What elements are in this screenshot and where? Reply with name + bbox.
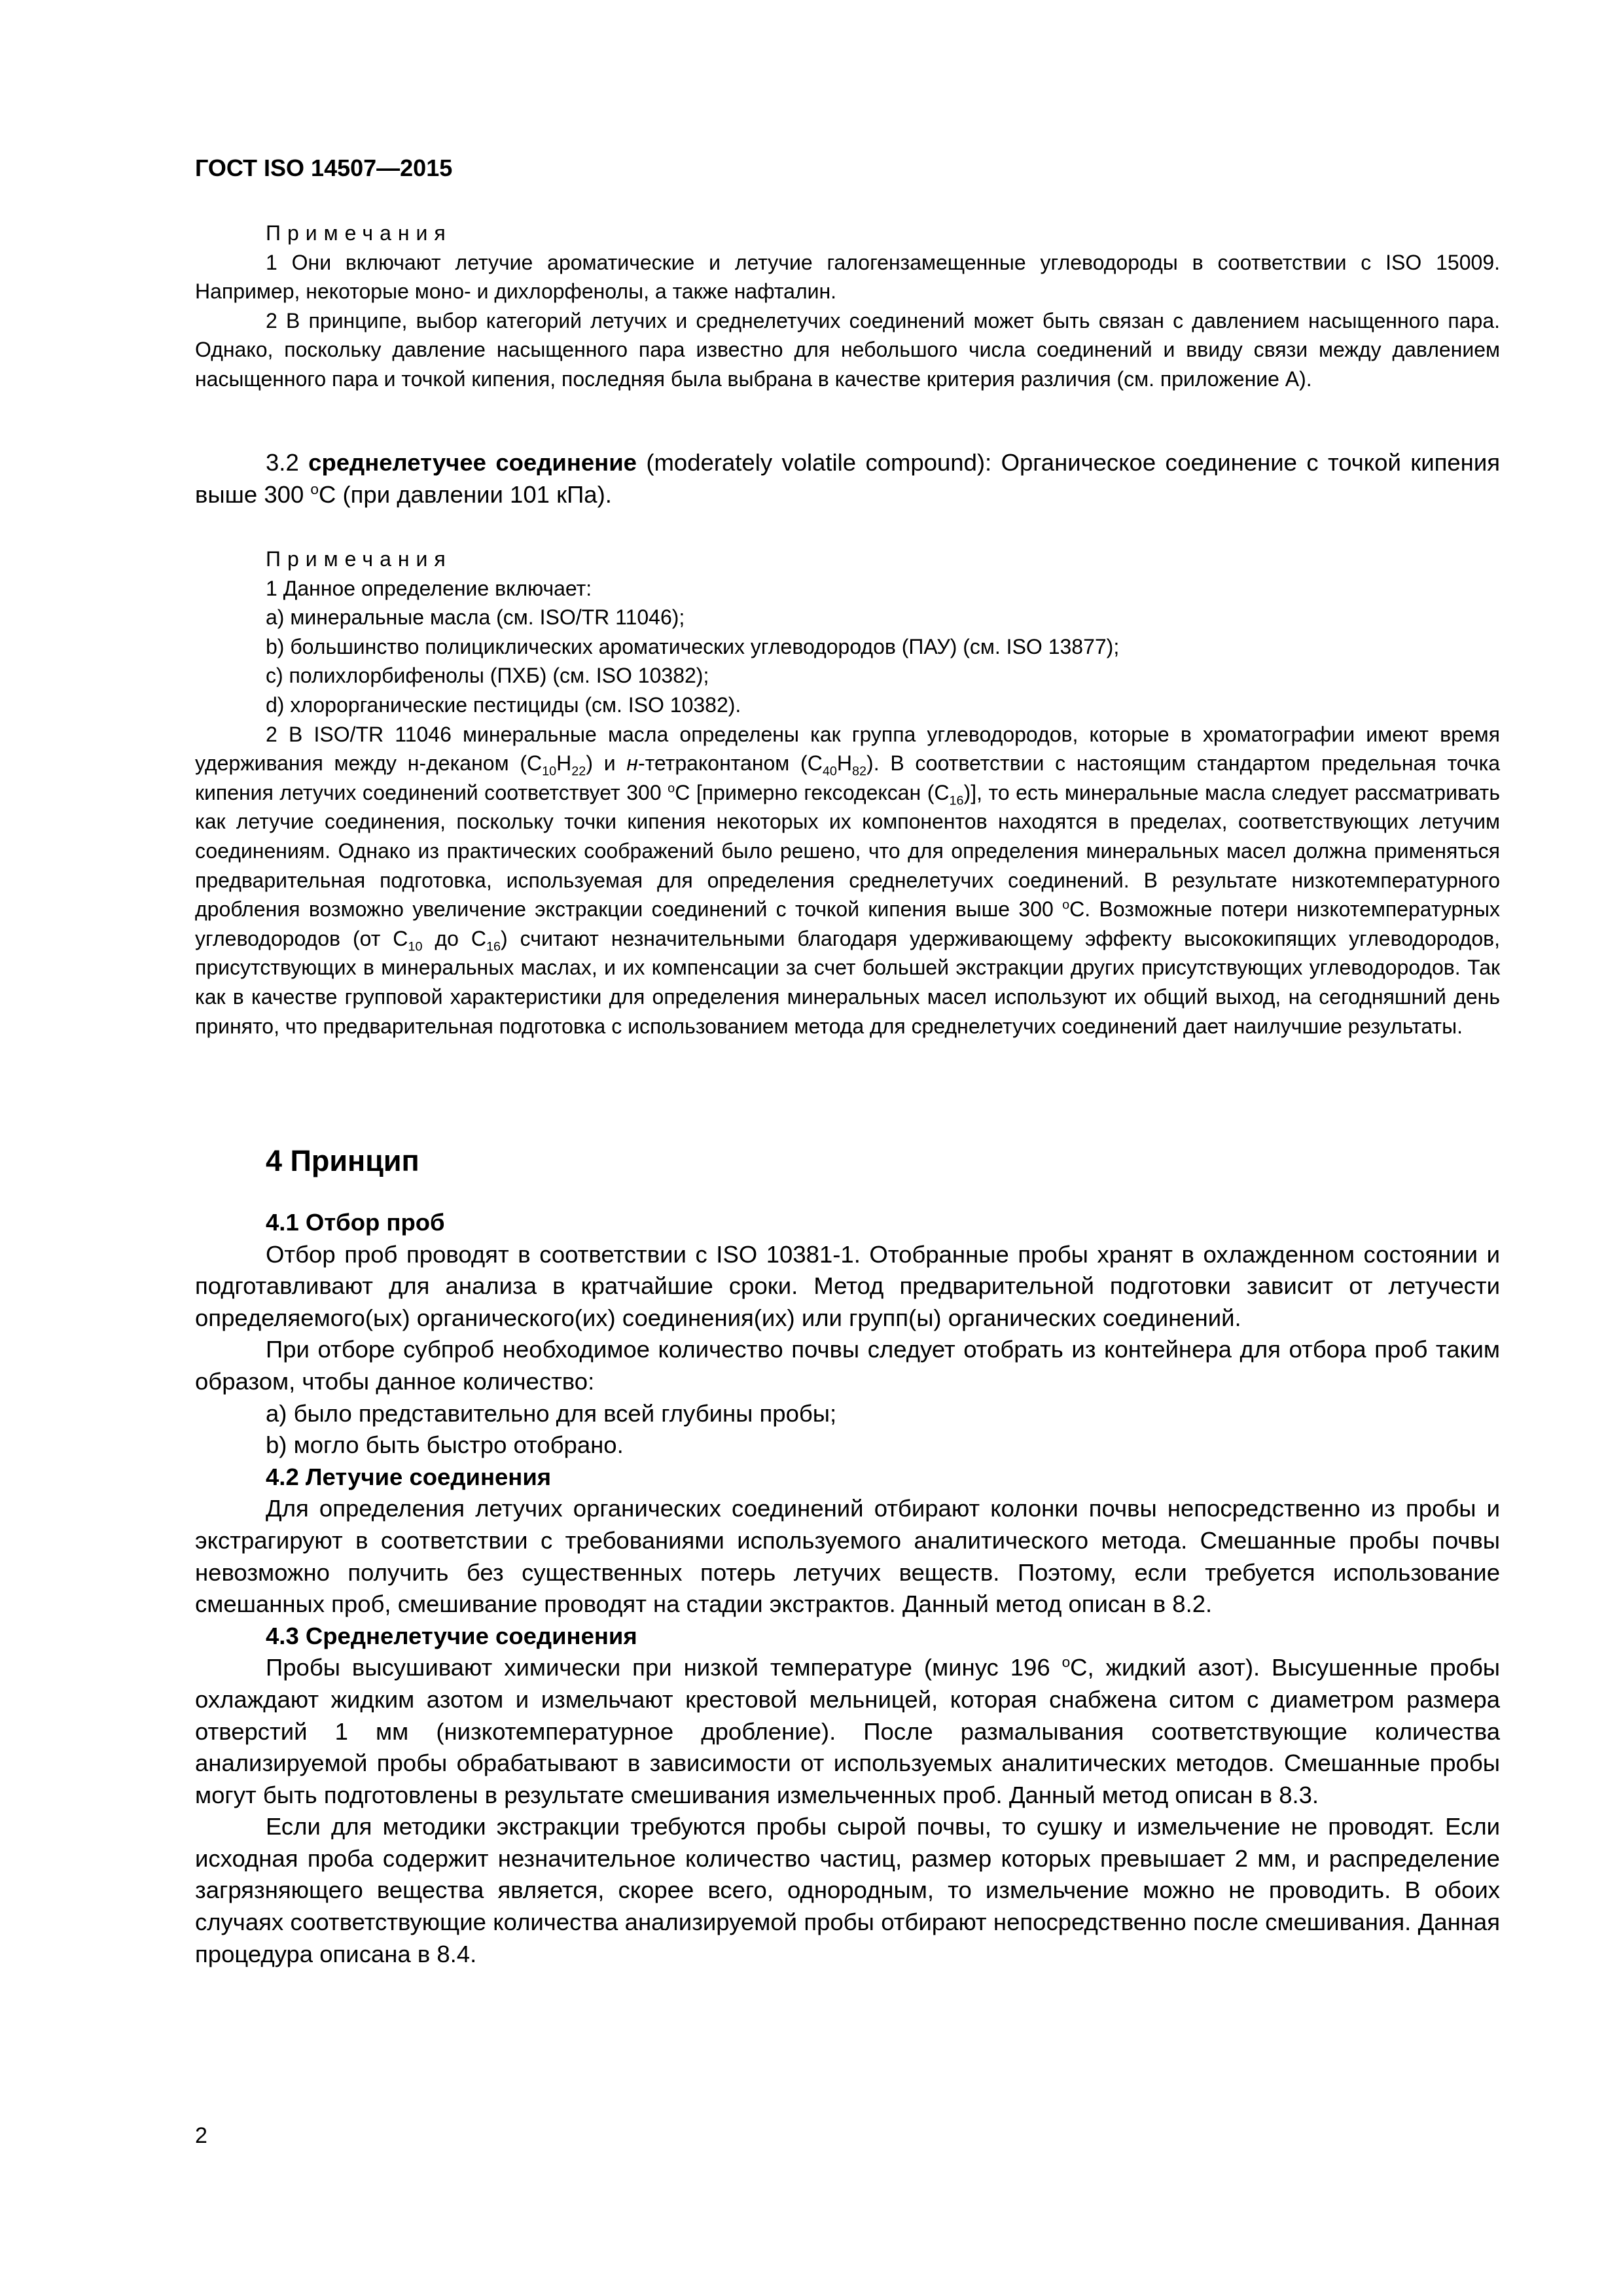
text-run: )], то есть минеральные масла следует рассматривать как летучие соединения, поскольку точки кипения некоторых их компонентов находятся в пределах, соответствующих летучим соединениям. Однако из практических соображений было решено, что для определения минеральных масел должна применяться предварительная подготовка, используемая для определения среднелетучих соединений. В результате низкотемпературного дробления возможно увеличение экстракции соединений с точкой кипения выше 300 [195,780,1501,922]
subsection-title-4-1: 4.1 Отбор проб [266,1209,445,1236]
note-paragraph: 2 В принципе, выбор категорий летучих и среднелетучих соединений может быть связан с давлением насыщенного пара. Однако, поскольку давление насыщенного пара известно для небольшого числа соединений и ввиду связи между давлением насыщенного пара и точкой кипения, последняя была выбрана в качестве критерия различия (см. приложение А). [195,308,1500,391]
notes-block-moderately-volatile [195,545,1500,1041]
definition-paragraph [195,447,1500,511]
paragraph: При отборе субпроб необходимое количество почвы следует отобрать из контейнера для отбора проб таким образом, чтобы данное количество: [195,1336,1500,1395]
list-item: d) хлорорганические пестициды (см. ISO 10382). [266,692,741,717]
degree-sign: о [668,781,675,796]
degree-sign: о [1062,897,1070,912]
text-run: -тетраконтаном (С [637,751,823,776]
italic-text: н [626,751,638,776]
text-run: до С [422,926,486,950]
subscript: 82 [851,764,867,779]
text-run: С [примерно гексодексан (С [675,780,950,804]
text-run: ) и [586,751,627,776]
text-run: С. Возможные потери низкотемпературных углеводородов (от С [195,897,1501,950]
section-4-body [195,1207,1500,1970]
subscript: 16 [949,793,964,808]
paragraph: Отбор проб проводят в соответствии с ISO 10381-1. Отобранные пробы хранят в охлажденном состоянии и подготавливают для анализа в кратчайшие сроки. Метод предварительной подготовки зависит от летучести определяемого(ых) органического(их) соединения(их) или групп(ы) органических соединений. [195,1240,1500,1331]
list-item: a) минеральные масла (см. ISO/TR 11046); [266,605,685,630]
clause-number: 3.2 [266,449,299,476]
subscript: 10 [542,764,557,779]
paragraph [195,1652,1500,1811]
degree-sign: о [1061,1654,1071,1671]
text-run: ). В соответствии с настоящим стандартом предельная точка кипения летучих соединений соответствует 300 [195,751,1501,804]
subscript: 16 [486,939,501,954]
subscript: 40 [822,764,837,779]
text-run: Н [836,751,852,776]
subscript: 22 [571,764,586,779]
paragraph: Для определения летучих органических соединений отбирают колонки почвы непосредственно из пробы и экстрагируют в соответствии с требованиями используемого аналитического метода. Смешанные пробы почвы невозможно получить без существенных потерь летучих веществ. Поэтому, если требуется использование смешанных проб, смешивание проводят на стадии экстрактов. Данный метод описан в 8.2. [195,1495,1500,1618]
list-item: b) большинство полициклических ароматических углеводородов (ПАУ) (см. ISO 13877); [266,634,1120,658]
notes-label: Примечания [266,547,452,571]
subsection-title-4-2: 4.2 Летучие соединения [266,1463,552,1490]
notes-label: Примечания [266,221,452,245]
note-intro: 1 Данное определение включает: [266,576,592,600]
definition-text: (moderately volatile compound): Органическое соединение с точкой кипения выше 300 [195,449,1500,508]
text-run: ) считают незначительными благодаря удерживающему эффекту высококипящих углеводородов, присутствующих в минеральных маслах, и их компенсации за счет большей экстракции других присутствующих углеводородов. Так как в качестве групповой характеристики для определения минеральных масел используют их общий выход, на сегодняшний день принято, что предварительная подготовка с использованием метода для среднелетучих соединений дает наилучшие результаты. [195,926,1501,1038]
section-heading-principle: 4 Принцип [266,1144,419,1177]
page-number: 2 [195,2123,207,2148]
degree-sign: o [310,480,319,497]
text-run: 2 В ISO/TR 11046 минеральные масла определены как группа углеводородов, которые в хроматографии имеют время удерживания между н-деканом (С [195,722,1500,776]
subsection-title-4-3: 4.3 Среднелетучие соединения [266,1622,637,1649]
note-paragraph-mineral-oils [195,720,1500,1041]
note-paragraph: 1 Они включают летучие ароматические и летучие галогензамещенные углеводороды в соответствии с ISO 15009. Например, некоторые моно- и дихлорфенолы, а также нафталин. [195,250,1500,304]
list-item: c) полихлорбифенолы (ПХБ) (см. ISO 10382); [266,664,709,688]
document-code-header: ГОСТ ISO 14507—2015 [195,154,453,181]
text-run: Пробы высушивают химически при низкой температуре (минус 196 [266,1654,1062,1681]
definition-3-2 [195,447,1500,511]
subscript: 10 [408,939,423,954]
list-item: a) было представительно для всей глубины пробы; [266,1399,837,1427]
defined-term: среднелетучее соединение [308,449,637,476]
text-run: С, жидкий азот). Высушенные пробы охлаждают жидким азотом и измельчают крестовой мельницей, которая снабжена ситом с диаметром размера отверстий 1 мм (низкотемпературное дробление). После размалывания соответствующие количества анализируемой пробы обрабатывают в зависимости от используемых аналитических методов. Смешанные пробы могут быть подготовлены в результате смешивания измельченных проб. Данный метод описан в 8.3. [195,1654,1500,1808]
list-item: b) могло быть быстро отобрано. [266,1431,624,1459]
text-run: Н [556,751,572,776]
paragraph: Если для методики экстракции требуются пробы сырой почвы, то сушку и измельчение не проводят. Если исходная проба содержит незначительное количество частиц, размер которых превышает 2 мм, и распределение загрязняющего вещества является, скорее всего, однородным, то измельчение можно не проводить. В обоих случаях соответствующие количества анализируемой пробы отбирают непосредственно после смешивания. Данная процедура описана в 8.4. [195,1813,1500,1967]
definition-text: С (при давлении 101 кПа). [318,480,612,508]
notes-block-volatile [195,219,1500,394]
